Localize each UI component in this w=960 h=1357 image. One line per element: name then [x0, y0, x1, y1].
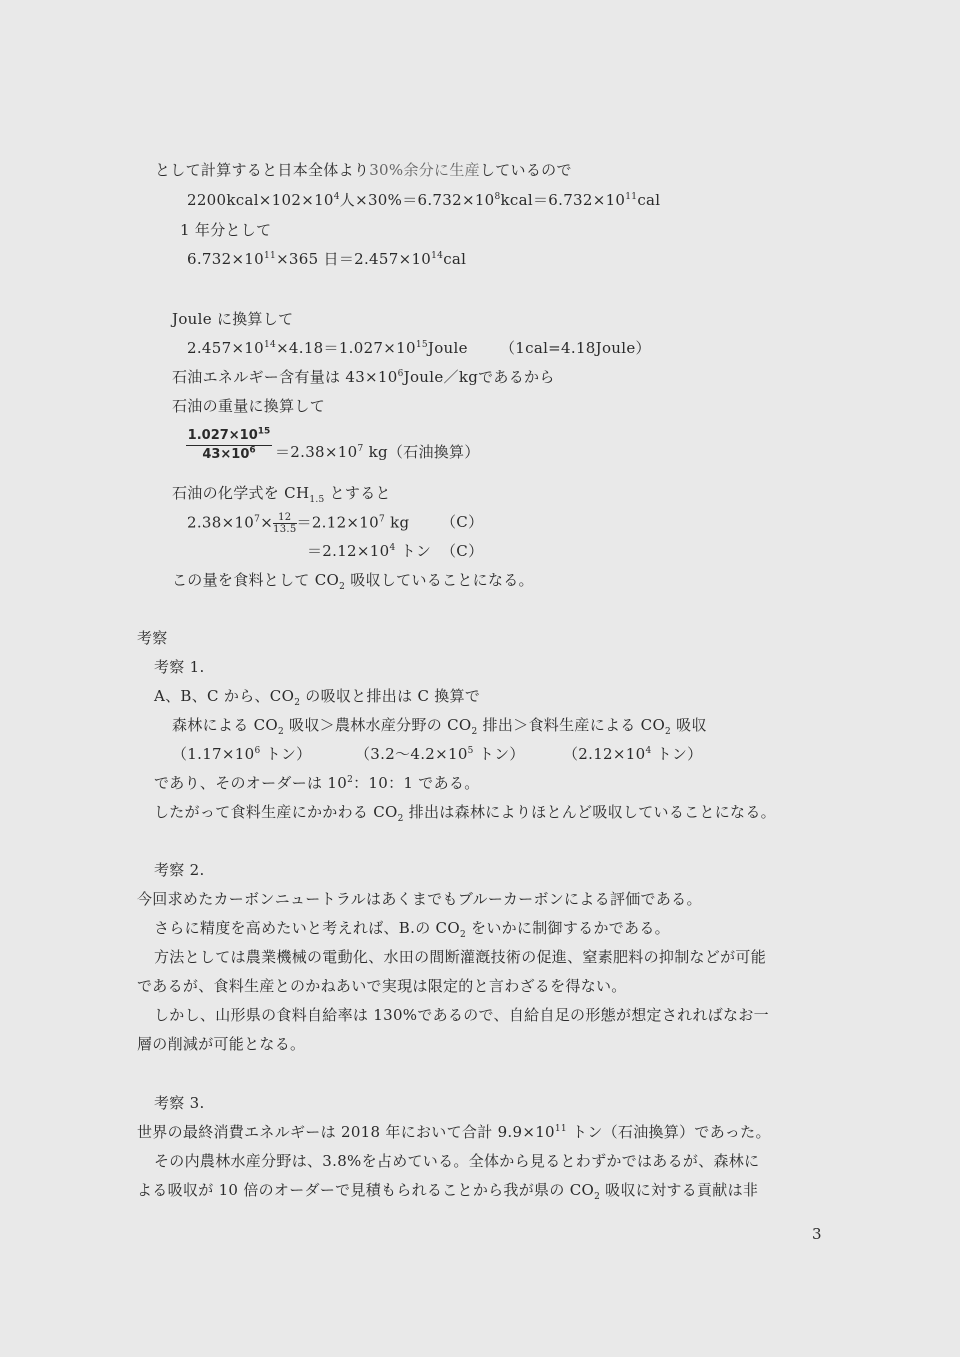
section-heading-kousatsu: 考察	[137, 629, 168, 647]
page-number: 3	[812, 1225, 822, 1243]
kousatsu-1-line-5: したがって食料生産にかかわる $CO_2$ 排出は森林によりほとんど吸収していることになる。	[154, 803, 776, 824]
calc-line-12: $=2.12\times 10^4$ トン	[307, 542, 432, 560]
kousatsu-1-line-1: A、B、C から、$CO_2$ の吸収と排出は C 換算で	[154, 687, 481, 708]
kousatsu-3-title: 考察 3.	[154, 1094, 205, 1112]
kousatsu-2-line-3: 方法としては農業機械の電動化、水田の間断灌漑技術の促進、窒素肥料の抑制などが可能	[154, 948, 767, 966]
calc-line-10: 石油の化学式を $CH_{1.5}$ とすると	[172, 484, 391, 505]
calc-unit-note: （1cal=4.18Joule）	[500, 339, 651, 357]
kousatsu-2-line-5: しかし、山形県の食料自給率は 130%であるので、自給自足の形態が想定されればなお一	[154, 1006, 769, 1024]
calc-line-7: 石油エネルギー含有量は $43\times 10^6Joule/kg$であるから	[172, 368, 555, 386]
calc-line-11-label: （C）	[441, 513, 484, 531]
kousatsu-3-line-3: よる吸収が 10 倍のオーダーで見積もられることから我が県の $CO_2$ 吸収に対する貢献は非	[137, 1181, 759, 1202]
kousatsu-1-line-4: であり、そのオーダーは $10^2$：10：1 である。	[154, 774, 480, 792]
kousatsu-1-value-forest: （$1.17\times 10^6$ トン）	[172, 745, 312, 763]
kousatsu-1-line-2: 森林による $CO_2$ 吸収＞農林水産分野の $CO_2$ 排出＞食料生産による $CO_2$ 吸収	[172, 716, 707, 737]
fraction-12-over-13-5: $\frac{12}{13.5}$	[273, 512, 297, 535]
kousatsu-2-line-4: であるが、食料生産とのかねあいで実現は限定的と言わざるを得ない。	[137, 977, 627, 995]
kousatsu-2-line-2: さらに精度を高めたいと考えれば、B.の $CO_2$ をいかに制御するかである。	[154, 919, 670, 940]
kousatsu-3-line-1: 世界の最終消費エネルギーは 2018 年において合計 $9.9\times 10^{11}$ トン（石油換算）であった。	[137, 1123, 771, 1141]
kousatsu-2-line-6: 層の削減が可能となる。	[137, 1035, 306, 1053]
calc-line-9: $=2.38\times 10^7$ kg（石油換算）	[275, 443, 480, 461]
kousatsu-1-value-agri: （3.2〜$4.2\times 10^5$ トン）	[355, 745, 525, 763]
calc-line-2: $2200kcal\times 102\times 10^4$人$\times 30\%=6.732\times 10^8kcal=6.732\times 10^{11}cal$	[187, 191, 661, 209]
fraction-joule-to-kg: $1.027\times 10^{15}$ $43\times 10^6$	[187, 426, 271, 462]
calc-line-13: この量を食料として $CO_2$ 吸収していることになる。	[172, 571, 534, 592]
kousatsu-3-line-2: その内農林水産分野は、3.8%を占めている。全体から見るとわずかではあるが、森林に	[154, 1152, 760, 1170]
calc-line-12-label: （C）	[441, 542, 484, 560]
kousatsu-1-value-food: （$2.12\times 10^4$ トン）	[563, 745, 703, 763]
kousatsu-2-title: 考察 2.	[154, 861, 205, 879]
calc-line-11: $2.38\times 10^7\times$ $\frac{12}{13.5}$ $=2.12\times 10^7$ kg	[187, 512, 410, 535]
calc-line-8: 石油の重量に換算して	[172, 397, 326, 415]
calc-line-1: として計算すると日本全体より30%余分に生産しているので	[155, 161, 572, 179]
calc-line-5: Joule に換算して	[172, 310, 294, 328]
calc-line-4: $6.732\times 10^{11}\times 365$ 日$=2.457\times 10^{14}cal$	[187, 250, 467, 268]
kousatsu-1-title: 考察 1.	[154, 658, 205, 676]
calc-line-3: 1 年分として	[180, 221, 272, 239]
calc-line-6: $2.457\times 10^{14}\times 4.18=1.027\times 10^{15}Joule$	[187, 339, 468, 357]
kousatsu-2-line-1: 今回求めたカーボンニュートラルはあくまでもブルーカーボンによる評価である。	[137, 890, 702, 908]
